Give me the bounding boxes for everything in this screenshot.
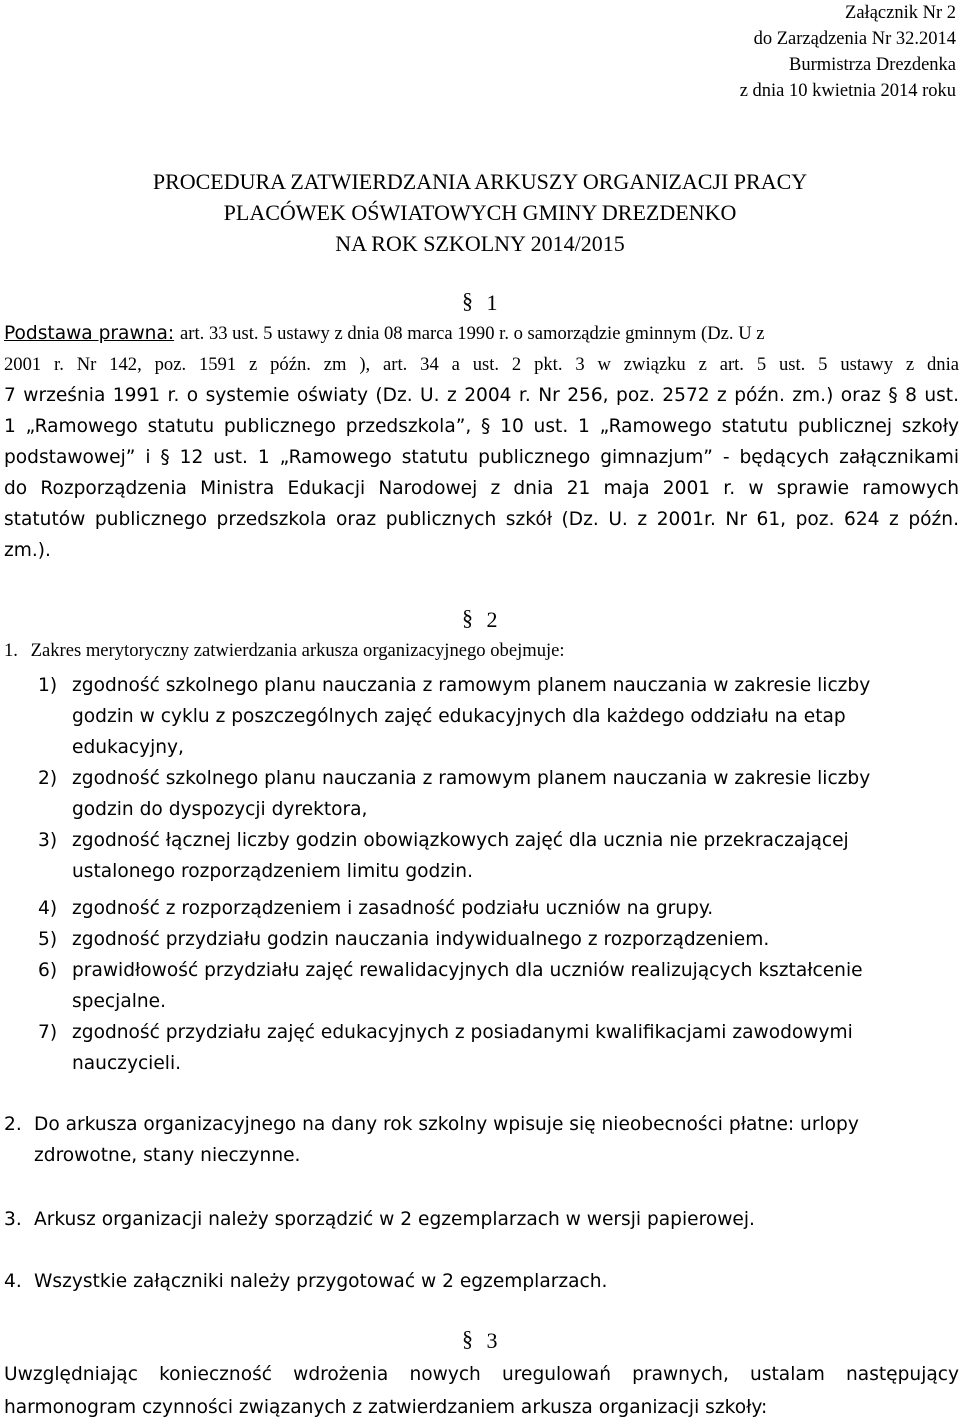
document-title — [0, 166, 960, 259]
section-number: 2 — [486, 607, 498, 632]
list-item-continuation: edukacyjny, — [72, 737, 184, 758]
title-line-2: PLACÓWEK OŚWIATOWYCH GMINY DREZDENKO — [223, 200, 737, 225]
list-item-continuation: godzin w cyklu z poszczególnych zajęć edukacyjnych dla każdego oddziału na etap — [72, 706, 846, 727]
section-number: 1 — [486, 290, 498, 315]
section-symbol: § — [462, 1326, 473, 1351]
scope-intro-number: 1. — [4, 640, 18, 661]
issue-date: z dnia 10 kwietnia 2014 roku — [739, 81, 956, 101]
legal-basis-line-2: 2001 r. Nr 142, poz. 1591 z późn. zm ), art. 34 a ust. 2 pkt. 3 w związku z art. 5 ust. 5 ustawy z dnia — [4, 354, 959, 375]
section-number: 3 — [486, 1328, 498, 1353]
section-symbol: § — [462, 605, 473, 630]
section-2-heading — [462, 607, 498, 633]
numbered-point-continuation: zdrowotne, stany nieczynne. — [34, 1145, 301, 1166]
section-1-heading — [462, 290, 498, 316]
legal-basis-text-1: art. 33 ust. 5 ustawy z dnia 08 marca 1990 r. o samorządzie gminnym (Dz. U z — [180, 323, 765, 344]
legal-basis-line-7: statutów publicznego przedszkola oraz publicznych szkół (Dz. U. z 2001r. Nr 61, poz. 624 z późn. — [4, 509, 959, 530]
legal-basis-line-6: do Rozporządzenia Ministra Edukacji Narodowej z dnia 21 maja 2001 r. w sprawie ramowych — [4, 478, 959, 499]
list-item-continuation: nauczycieli. — [72, 1053, 182, 1074]
title-line-1: PROCEDURA ZATWIERDZANIA ARKUSZY ORGANIZACJI PRACY — [152, 169, 808, 194]
schedule-intro-line-2: harmonogram czynności związanych z zatwierdzaniem arkusza organizacji szkoły: — [4, 1397, 768, 1418]
document-header — [740, 0, 956, 104]
scope-intro-text: Zakres merytoryczny zatwierdzania arkusza organizacyjnego obejmuje: — [30, 640, 565, 661]
section-3-heading — [462, 1328, 498, 1354]
legal-basis-line-4: 1 „Ramowego statutu publicznego przedszkola”, § 10 ust. 1 „Ramowego statutu publicznej szkoły — [4, 416, 959, 437]
attachment-label: Załącznik Nr 2 — [845, 3, 956, 23]
issuer: Burmistrza Drezdenka — [789, 55, 956, 75]
section-symbol: § — [462, 288, 473, 313]
legal-basis-line-5: podstawowej” i § 12 ust. 1 „Ramowego statutu publicznego gimnazjum” - będących załącznikami — [4, 447, 959, 468]
legal-basis-label: Podstawa prawna: — [4, 323, 175, 344]
legal-basis-line-3: 7 września 1991 r. o systemie oświaty (Dz. U. z 2004 r. Nr 256, poz. 2572 z późn. zm.) oraz § 8 ust. — [4, 385, 959, 406]
title-line-3: NA ROK SZKOLNY 2014/2015 — [335, 231, 625, 256]
list-item-continuation: specjalne. — [72, 991, 167, 1012]
list-item-continuation: godzin do dyspozycji dyrektora, — [72, 799, 368, 820]
scope-intro — [4, 640, 565, 662]
schedule-intro-line-1: Uwzględniając konieczność wdrożenia nowych uregulowań prawnych, ustalam następujący — [4, 1364, 959, 1385]
ordinance-number: do Zarządzenia Nr 32.2014 — [753, 29, 956, 49]
legal-basis-line-8: zm.). — [4, 540, 51, 561]
legal-basis-line-1 — [4, 323, 765, 345]
list-item-continuation: ustalonego rozporządzeniem limitu godzin. — [72, 861, 473, 882]
